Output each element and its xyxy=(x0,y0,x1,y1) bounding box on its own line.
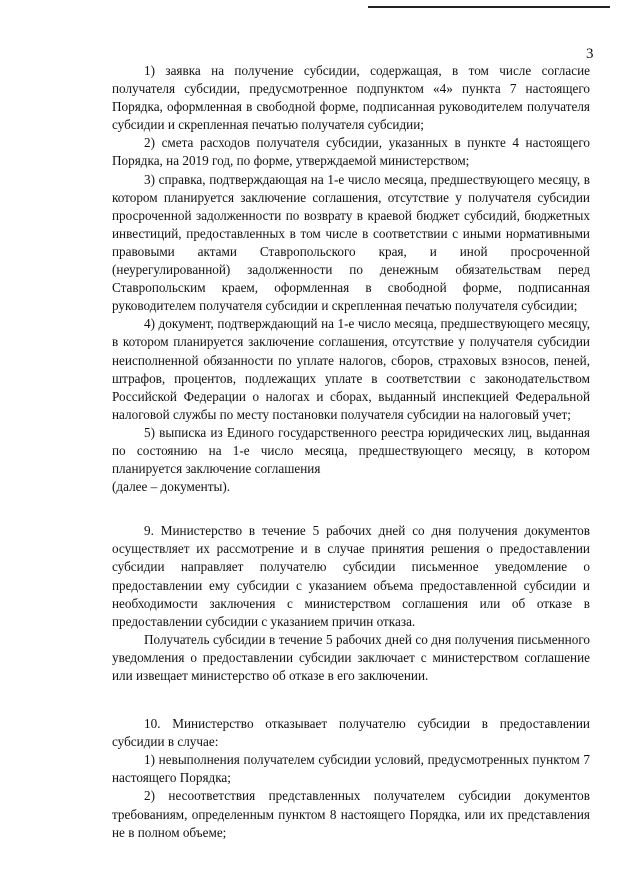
document-body xyxy=(112,62,590,842)
paragraph-section-10-item-2: 2) несоответствия представленных получателем субсидии документов требованиям, определенным пунктом 8 настоящего Порядка, или их представления не в полном объеме; xyxy=(112,788,590,840)
paragraph-section-9-recipient: Получатель субсидии в течение 5 рабочих дней со дня получения письменного уведомления о предоставлении субсидии заключает с министерством соглашение или извещает министерство об отказе в его заключении. xyxy=(112,631,590,683)
paragraph-item-5-tail: (далее – документы). xyxy=(112,479,231,495)
paragraph-item-5: 5) выписка из Единого государственного реестра юридических лиц, выданная по состоянию на 1-е число месяца, предшествующего месяцу, в котором планируется заключение соглашения xyxy=(112,424,590,477)
paragraph-section-9: 9. Министерство в течение 5 рабочих дней со дня получения документов осуществляет их рассмотрение и в случае принятия решения о предоставлении субсидии направляет получателю субсидии письменное уведомление о предоставлении ему субсидии с указанием объема предоставленной субсидии и необходимости заключения с министерством соглашения или об отказе в предоставлении субсидии с указанием причин отказа. xyxy=(112,523,590,629)
paragraph-section-10-item-1: 1) невыполнения получателем субсидии условий, предусмотренных пунктом 7 настоящего Порядка; xyxy=(112,752,590,786)
paragraph-section-10: 10. Министерство отказывает получателю субсидии в предоставлении субсидии в случае: xyxy=(112,716,590,750)
paragraph-item-1: 1) заявка на получение субсидии, содержащая, в том числе согласие получателя субсидии, предусмотренное подпунктом «4» пункта 7 настоящего Порядка, оформленная в свободной форме, подписанная руководителем получателя субсидии и скрепленная печатью получателя субсидии; xyxy=(112,63,590,133)
top-border-line xyxy=(368,6,610,8)
section-spacer xyxy=(112,685,590,715)
paragraph-item-3: 3) справка, подтверждающая на 1-е число месяца, предшествующего месяцу, в котором планируется заключение соглашения, отсутствие у получателя субсидии просроченной задолженности по возврату в краевой бюджет субсидий, бюджетных инвестиций, предоставленных в том числе в соответствии с иными нормативными правовыми актами Ставропольского края, и иной просроченной (неурегулированной) задолженности по денежным обязательствам перед Ставропольским краем, оформленная в свободной форме, подписанная руководителем получателя субсидии и скрепленная печатью получателя субсидии; xyxy=(112,171,590,314)
section-spacer xyxy=(112,496,590,522)
paragraph-item-2: 2) смета расходов получателя субсидии, указанных в пункте 4 настоящего Порядка, на 2019 год, по форме, утверждаемой министерством; xyxy=(112,135,590,169)
page-number: 3 xyxy=(586,46,594,62)
paragraph-item-4: 4) документ, подтверждающий на 1-е число месяца, предшествующего месяцу, в котором планируется заключение соглашения, отсутствие у получателя субсидии неисполненной обязанности по уплате налогов, сборов, страховых взносов, пеней, штрафов, процентов, подлежащих уплате в соответствии с законодательством Российской Федерации о налогах и сборах, выданный инспекцией Федеральной налоговой службы по месту постановки получателя субсидии на налоговый учет; xyxy=(112,316,590,422)
